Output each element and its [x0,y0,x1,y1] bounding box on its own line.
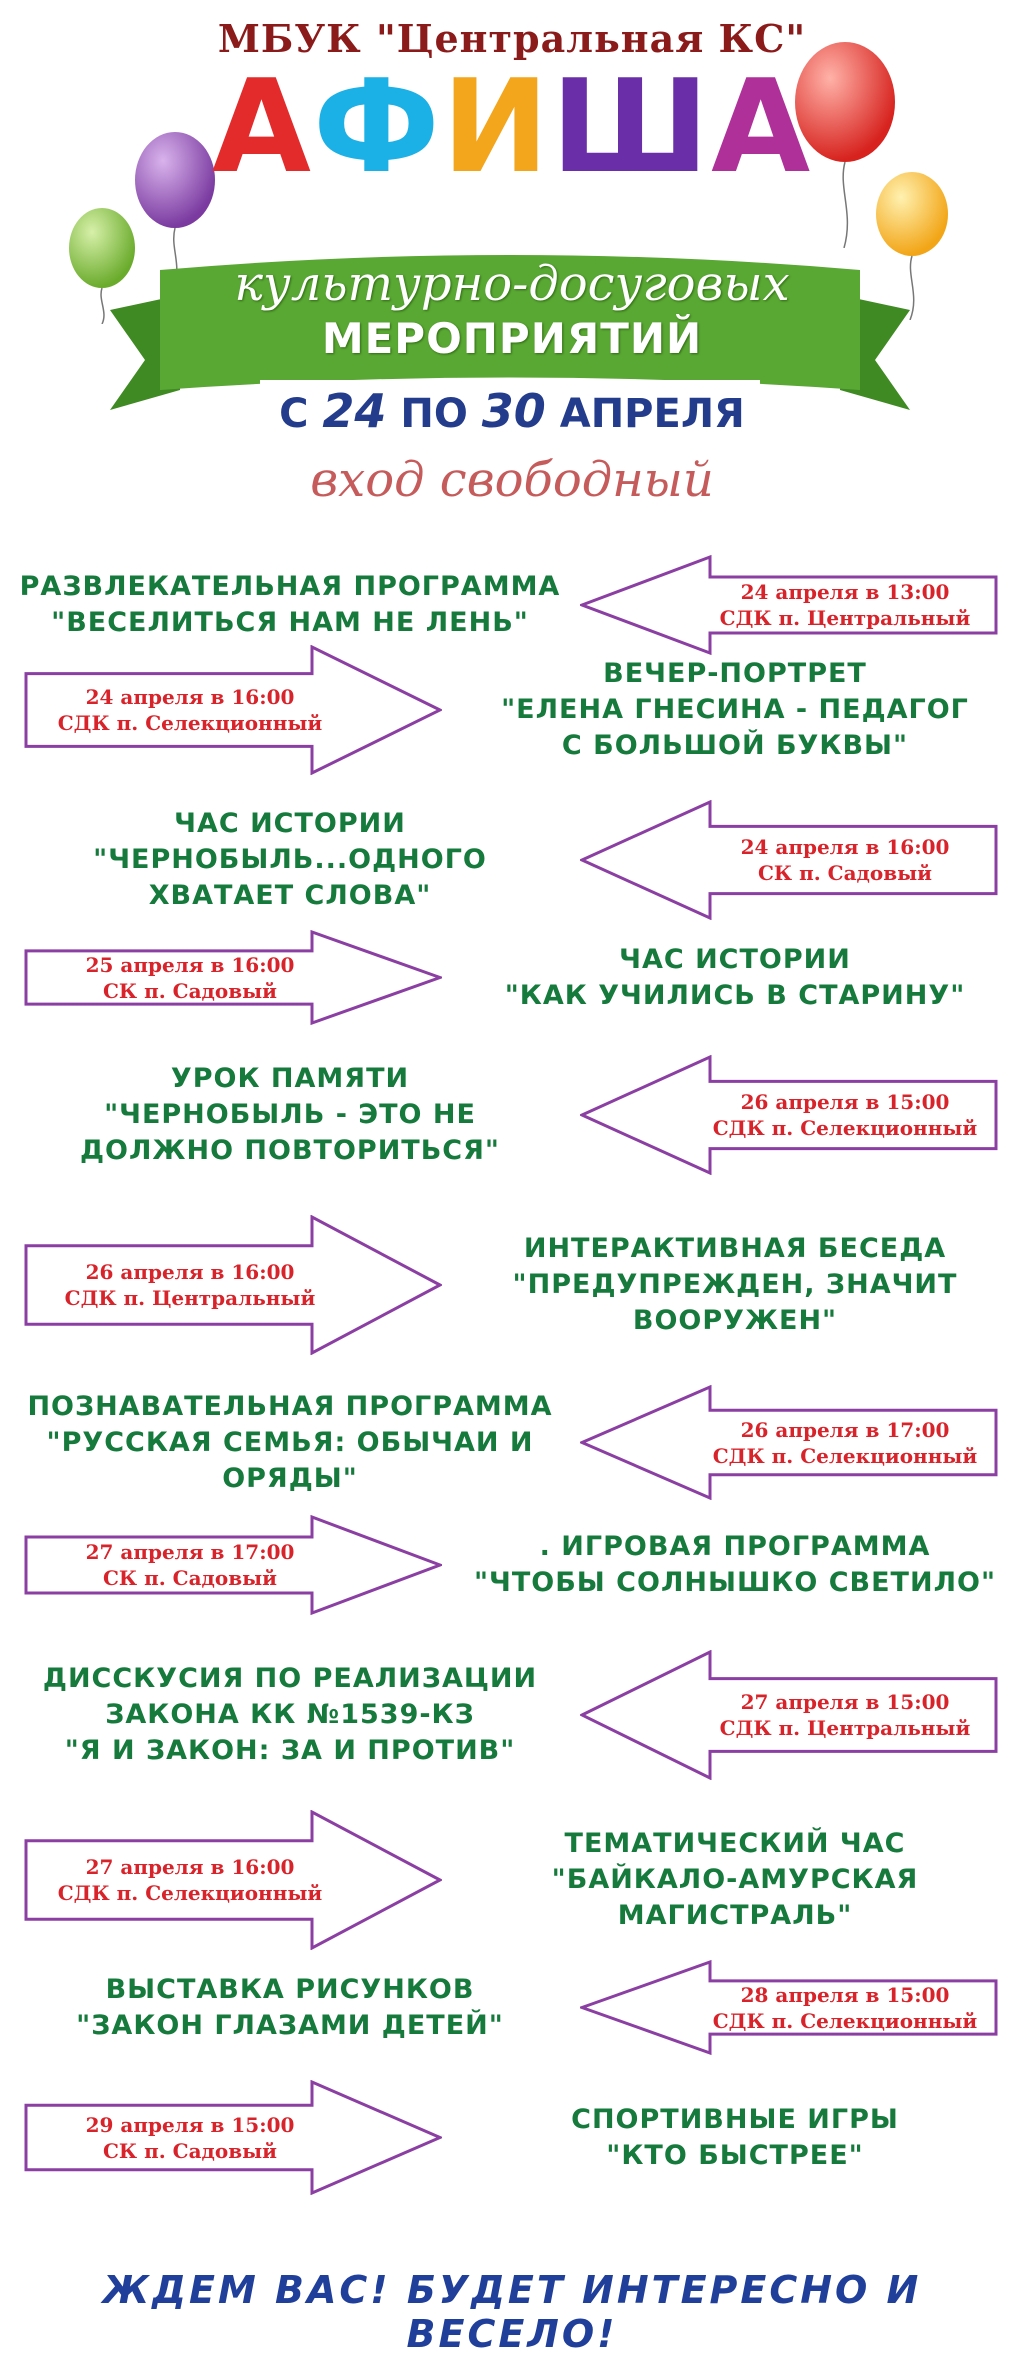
event-date: 28 апреля в 15:00 [740,1982,950,2007]
event-title-line: СПОРТИВНЫЕ ИГРЫ [571,2103,899,2135]
event-place: СДК п. Селекционный [57,711,323,735]
event-title-line: ИНТЕРАКТИВНАЯ БЕСЕДА [523,1233,947,1264]
poster-title-letter: А [711,53,813,202]
event-row [0,1960,1024,2055]
event-title-line: ВЫСТАВКА РИСУНКОВ [105,1973,475,2005]
organization-name: МБУК "Центральная КС" [217,16,807,61]
event-title-line: . ИГРОВАЯ ПРОГРАММА [539,1531,931,1562]
event-title-line: "ЕЛЕНА ГНЕСИНА - ПЕДАГОГ [501,694,969,725]
event-title [450,656,1020,764]
event-place: СК п. Садовый [103,2138,277,2163]
event-date: 26 апреля в 15:00 [740,1090,950,1114]
event-date: 27 апреля в 16:00 [85,1855,295,1879]
event-title-line: "ЧТОБЫ СОЛНЫШКО СВЕТИЛО" [473,1567,997,1598]
event-schedule [700,834,990,886]
event-schedule [40,1259,340,1311]
event-schedule [700,1689,990,1741]
event-place: СДК п. Селекционный [712,1443,978,1468]
event-row [0,1515,1024,1615]
event-schedule [40,1539,340,1591]
event-title-line: "ПРЕДУПРЕЖДЕН, ЗНАЧИТ [512,1269,958,1300]
event-title [450,2102,1020,2174]
event-title-line: ХВАТАЕТ СЛОВА" [148,880,432,911]
event-title [450,1231,1020,1339]
event-row [0,2080,1024,2195]
event-title-line: РАЗВЛЕКАТЕЛЬНАЯ ПРОГРАММА [19,571,561,602]
event-place: СДК п. Селекционный [712,2008,978,2033]
event-row [0,1055,1024,1175]
event-title-line: ВЕЧЕР-ПОРТРЕТ [603,658,867,689]
event-row [0,645,1024,775]
date-from: 24 [322,384,387,438]
date-prefix: С [279,391,309,437]
event-title-line: УРОК ПАМЯТИ [170,1063,410,1094]
event-title-line: С БОЛЬШОЙ БУКВЫ" [561,730,909,761]
event-place: СДК п. Центральный [64,1286,316,1310]
event-schedule [700,1982,990,2034]
event-title-line: ТЕМАТИЧЕСКИЙ ЧАС [564,1828,906,1859]
event-date: 26 апреля в 16:00 [85,1260,295,1284]
event-title-line: ЗАКОНА КК №1539-КЗ [105,1699,475,1730]
event-row [0,555,1024,655]
event-schedule [700,579,990,631]
poster-title-letter: И [441,53,551,202]
date-to: 30 [481,384,546,438]
event-place: СДК п. Центральный [719,1716,971,1740]
event-date: 24 апреля в 16:00 [740,835,950,859]
event-title [0,1661,580,1769]
event-title-line: "КАК УЧИЛИСЬ В СТАРИНУ" [504,979,966,1011]
poster-title [0,53,1024,202]
poster-title-letter: Ш [550,53,712,202]
event-row [0,1215,1024,1355]
event-title-line: ЧАС ИСТОРИИ [619,943,851,975]
event-place: СК п. Садовый [103,1566,277,1590]
event-title-line: ПОЗНАВАТЕЛЬНАЯ ПРОГРАММА [27,1390,553,1422]
event-date: 27 апреля в 17:00 [85,1540,295,1564]
free-entry-label: вход свободный [310,452,714,508]
event-title [0,1389,580,1497]
event-title-line: "ЧЕРНОБЫЛЬ...ОДНОГО [93,844,487,875]
event-title-line: ВООРУЖЕН" [632,1305,838,1336]
ribbon-title: МЕРОПРИЯТИЙ [321,314,703,363]
event-date: 26 апреля в 17:00 [740,1417,950,1442]
event-title [0,1061,580,1169]
event-row [0,1650,1024,1780]
event-title-line: ОРЯДЫ" [222,1462,358,1494]
event-title-line: "ЗАКОН ГЛАЗАМИ ДЕТЕЙ" [76,2009,504,2041]
event-row [0,930,1024,1025]
event-title-line: "ЧЕРНОБЫЛЬ - ЭТО НЕ [104,1099,476,1130]
event-place: СДК п. Селекционный [57,1881,323,1905]
event-title [0,569,580,641]
poster-title-letter: А [211,53,313,202]
event-place: СК п. Садовый [103,978,277,1003]
event-title-line: "РУССКАЯ СЕМЬЯ: ОБЫЧАИ И [46,1426,534,1458]
event-title-line: ДОЛЖНО ПОВТОРИТЬСЯ" [80,1135,500,1166]
event-row [0,1810,1024,1950]
event-title [450,1826,1020,1934]
poster-title-letter: Ф [312,53,442,202]
event-date: 25 апреля в 16:00 [85,952,295,977]
event-schedule [40,684,340,736]
event-schedule [700,1417,990,1469]
event-title-line: ЧАС ИСТОРИИ [174,808,406,839]
event-title-line: "БАЙКАЛО-АМУРСКАЯ [551,1864,919,1895]
date-mid: ПО [400,391,468,437]
event-date: 24 апреля в 13:00 [740,580,950,604]
event-title-line: "КТО БЫСТРЕЕ" [606,2139,864,2171]
event-date: 27 апреля в 15:00 [740,1690,950,1714]
event-title-line: МАГИСТРАЛЬ" [617,1900,853,1931]
event-title [450,1529,1020,1601]
event-place: СК п. Садовый [758,861,932,885]
ribbon-subtitle: культурно-досуговых [234,256,790,312]
footer-slogan: ЖДЕМ ВАС! БУДЕТ ИНТЕРЕСНО И ВЕСЕЛО! [102,2268,922,2356]
date-range [0,384,1024,438]
event-date: 29 апреля в 15:00 [85,2112,295,2137]
event-row [0,800,1024,920]
event-schedule [40,2112,340,2164]
event-title [450,942,1020,1014]
event-title-line: ДИССКУСИЯ ПО РЕАЛИЗАЦИИ [42,1663,538,1694]
event-schedule [700,1089,990,1141]
event-title-line: "Я И ЗАКОН: ЗА И ПРОТИВ" [64,1735,516,1766]
event-title [0,1972,580,2044]
date-suffix: АПРЕЛЯ [559,391,745,437]
event-place: СДК п. Центральный [719,606,971,630]
event-row [0,1385,1024,1500]
event-schedule [40,952,340,1004]
event-schedule [40,1854,340,1906]
event-date: 24 апреля в 16:00 [85,685,295,709]
event-title [0,806,580,914]
event-title-line: "ВЕСЕЛИТЬСЯ НАМ НЕ ЛЕНЬ" [51,607,529,638]
event-place: СДК п. Селекционный [712,1116,978,1140]
